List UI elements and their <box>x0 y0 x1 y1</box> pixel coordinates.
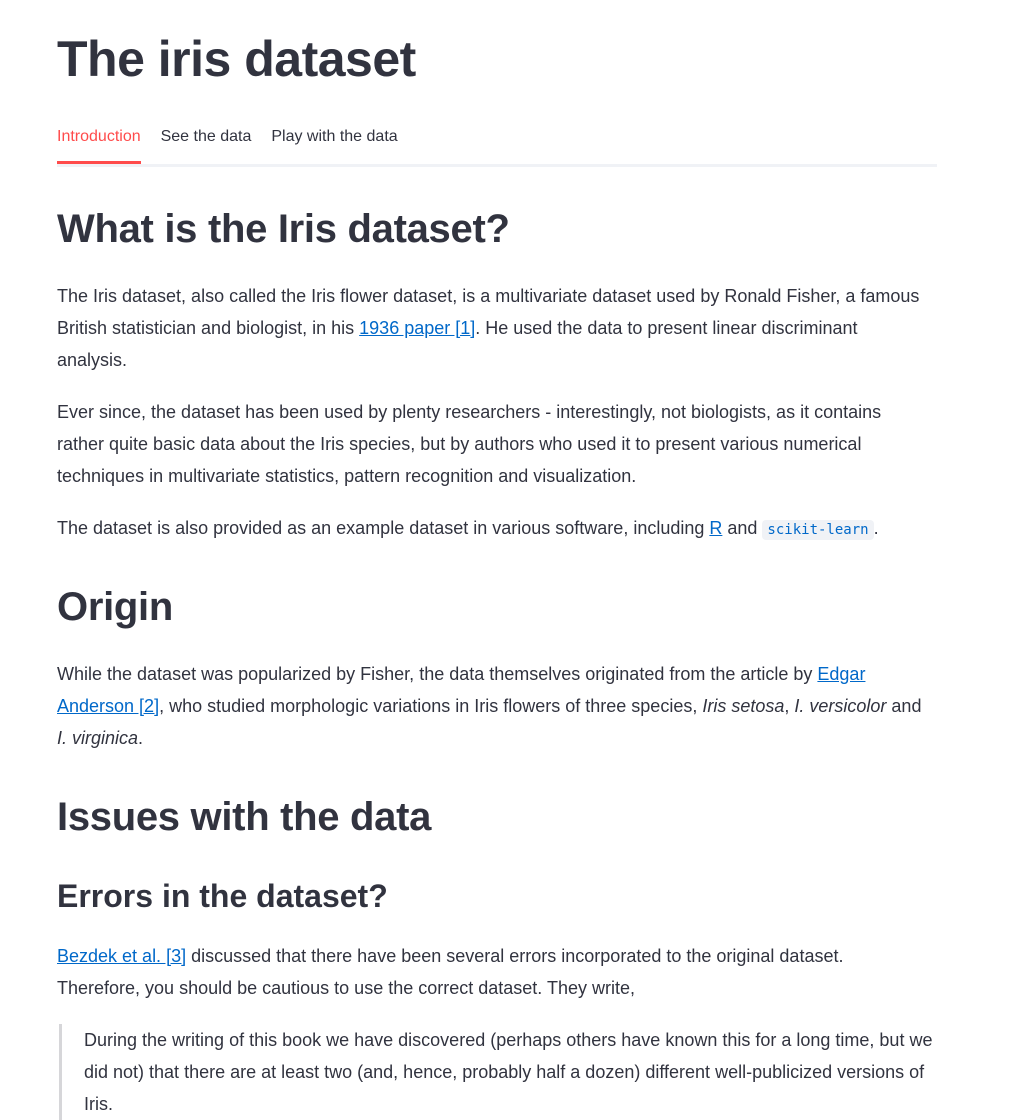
paragraph-text: . <box>873 518 879 538</box>
code-scikit-learn[interactable]: scikit-learn <box>762 520 873 540</box>
paragraph-text: The dataset is also provided as an example dataset in various software, including <box>57 518 710 538</box>
quote-text: During the writing of this book we have discovered (perhaps others have known this for a long time, but we did not) that there are at least two (and, hence, probably half a dozen) different well-publicized versions of Iris. <box>84 1030 933 1114</box>
section-heading-what-is: What is the Iris dataset? <box>57 207 510 251</box>
paragraph-text: discussed that there have been several errors incorporated to the original dataset. Therefore, you should be cautious to use the correct dataset. They write, <box>57 946 844 998</box>
paragraph-software <box>57 512 927 546</box>
blockquote <box>59 1024 934 1120</box>
paragraph-text: and <box>886 696 922 716</box>
paragraph-intro <box>57 280 927 376</box>
paragraph-bezdek <box>57 940 927 1004</box>
tab-bar <box>57 118 937 167</box>
section-heading-issues: Issues with the data <box>57 795 432 839</box>
link-bezdek[interactable]: Bezdek et al. [3] <box>57 946 187 966</box>
link-edgar-anderson[interactable]: Edgar Anderson [2] <box>57 664 866 716</box>
paragraph-text: and <box>722 518 763 538</box>
paragraph-text: . He used the data to present linear discriminant analysis. <box>57 318 858 370</box>
paragraph-origin <box>57 658 927 754</box>
tab-see-the-data[interactable]: See the data <box>160 128 252 145</box>
section-heading-origin: Origin <box>57 585 173 629</box>
paragraph-text: While the dataset was popularized by Fisher, the data themselves originated from the article by <box>57 664 818 684</box>
subheading-errors: Errors in the dataset? <box>57 878 388 914</box>
paragraph-text: , <box>784 696 795 716</box>
link-1936-paper[interactable]: 1936 paper [1] <box>359 318 476 338</box>
link-r[interactable]: R <box>709 518 723 538</box>
paragraph-text: , who studied morphologic variations in Iris flowers of three species, <box>159 696 703 716</box>
species-setosa: Iris setosa <box>702 696 785 716</box>
page-title: The iris dataset <box>57 31 416 87</box>
paragraph-text: . <box>138 728 144 748</box>
paragraph-text: The Iris dataset, also called the Iris flower dataset, is a multivariate dataset used by Ronald Fisher, a famous British statistician and biologist, in his <box>57 286 920 338</box>
tab-introduction[interactable]: Introduction <box>57 118 141 164</box>
species-virginica: I. virginica <box>57 728 139 748</box>
paragraph-ever-since: Ever since, the dataset has been used by plenty researchers - interestingly, not biologists, as it contains rather quite basic data about the Iris species, but by authors who used it to present various numerical techniques in multivariate statistics, pattern recognition and visualization. <box>57 402 882 486</box>
species-versicolor: I. versicolor <box>794 696 887 716</box>
tab-play-with-the-data[interactable]: Play with the data <box>271 128 398 145</box>
